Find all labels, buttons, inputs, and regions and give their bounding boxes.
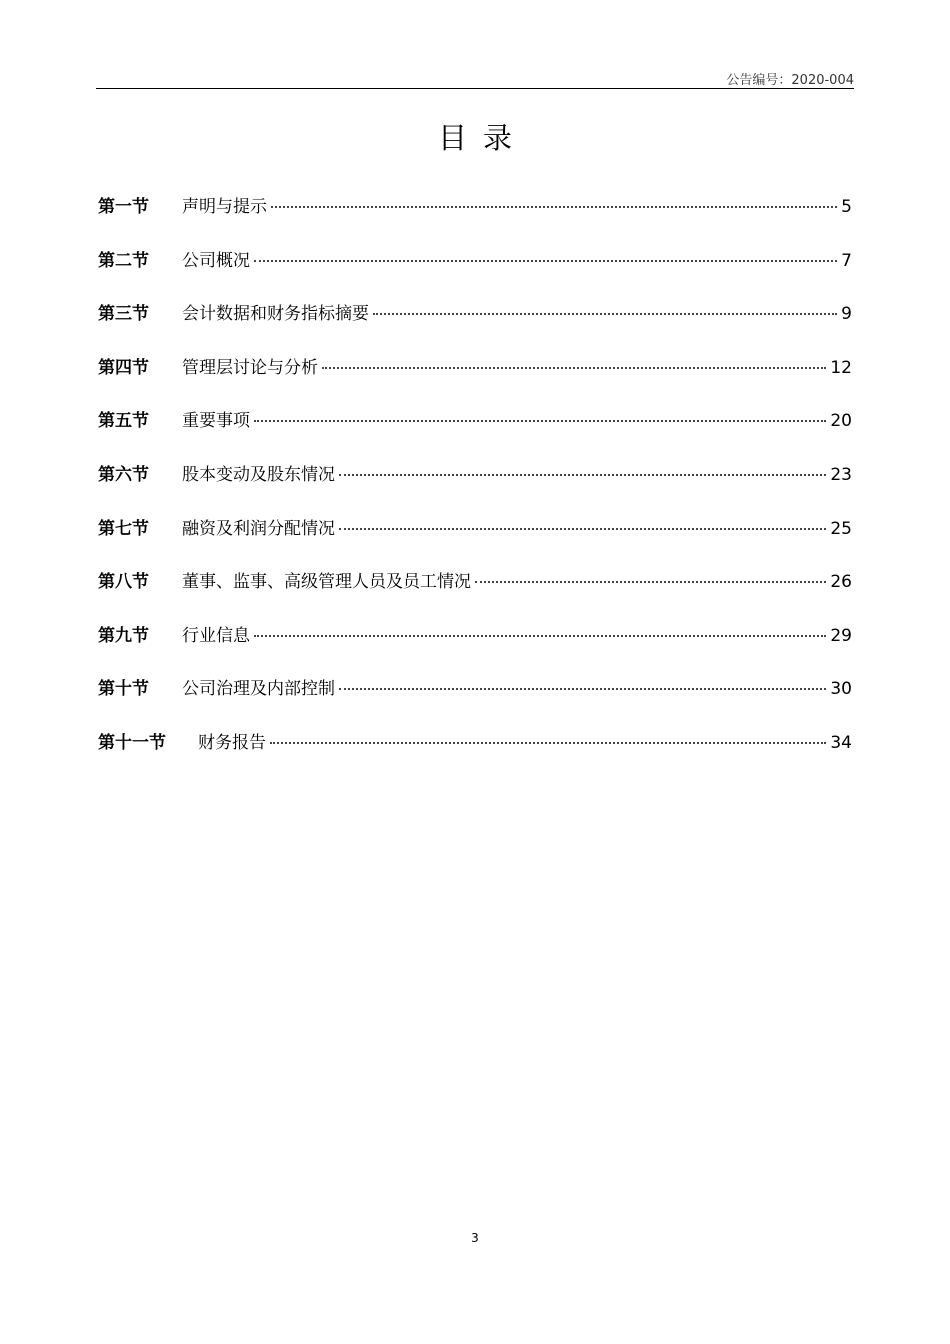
toc-page-number: 25 — [830, 518, 852, 539]
toc-page-number: 34 — [830, 732, 852, 753]
toc-dot-leader — [339, 527, 826, 530]
toc-page-number: 23 — [830, 464, 852, 485]
toc-dot-leader — [254, 634, 826, 637]
toc-entry-title: 财务报告 — [198, 732, 266, 753]
toc-entry-title: 行业信息 — [182, 625, 250, 646]
table-of-contents — [98, 190, 852, 780]
toc-section-number: 第九节 — [98, 625, 149, 646]
toc-entry-10[interactable] — [98, 672, 852, 726]
toc-entry-1[interactable] — [98, 190, 852, 244]
toc-entry-title: 重要事项 — [182, 411, 250, 432]
toc-entry-6[interactable] — [98, 458, 852, 512]
toc-section-number: 第七节 — [98, 518, 149, 539]
toc-entry-7[interactable] — [98, 512, 852, 566]
toc-dot-leader — [254, 259, 837, 262]
toc-entry-title: 管理层讨论与分析 — [182, 357, 318, 378]
page-title: 目录 — [437, 121, 528, 155]
toc-page-number: 7 — [841, 250, 852, 271]
toc-dot-leader — [373, 312, 837, 315]
toc-entry-5[interactable] — [98, 404, 852, 458]
page-footer-number: 3 — [471, 1231, 479, 1245]
toc-section-number: 第三节 — [98, 304, 149, 325]
toc-page-number: 9 — [841, 304, 852, 325]
toc-page-number: 5 — [841, 197, 852, 217]
toc-section-number: 第二节 — [98, 250, 149, 271]
toc-dot-leader — [271, 205, 837, 208]
toc-entry-2[interactable] — [98, 244, 852, 298]
toc-entry-title: 融资及利润分配情况 — [182, 518, 335, 539]
toc-section-number: 第四节 — [98, 357, 149, 378]
toc-section-number: 第十一节 — [98, 732, 166, 753]
toc-page-number: 20 — [830, 411, 852, 432]
toc-page-number: 26 — [830, 572, 852, 593]
toc-section-number: 第十节 — [98, 679, 149, 700]
toc-dot-leader — [339, 687, 826, 690]
toc-entry-title: 董事、监事、高级管理人员及员工情况 — [182, 572, 471, 593]
toc-section-number: 第五节 — [98, 411, 149, 432]
toc-dot-leader — [270, 741, 826, 744]
toc-page-number: 29 — [830, 625, 852, 646]
toc-entry-title: 公司概况 — [182, 250, 250, 271]
toc-entry-4[interactable] — [98, 351, 852, 405]
toc-page-number: 12 — [830, 357, 852, 378]
toc-entry-title: 股本变动及股东情况 — [182, 464, 335, 485]
header-divider — [96, 88, 854, 89]
toc-dot-leader — [339, 473, 826, 476]
toc-page-number: 30 — [830, 679, 852, 700]
toc-section-number: 第一节 — [98, 197, 149, 217]
toc-dot-leader — [254, 419, 826, 422]
toc-entry-9[interactable] — [98, 619, 852, 673]
toc-entry-11[interactable] — [98, 726, 852, 780]
toc-entry-title: 声明与提示 — [182, 197, 267, 217]
toc-entry-title: 公司治理及内部控制 — [182, 679, 335, 700]
toc-dot-leader — [475, 580, 826, 583]
toc-section-number: 第八节 — [98, 572, 149, 593]
toc-entry-3[interactable] — [98, 297, 852, 351]
toc-section-number: 第六节 — [98, 464, 149, 485]
announcement-number: 公告编号：2020-004 — [726, 73, 854, 88]
toc-entry-title: 会计数据和财务指标摘要 — [182, 304, 369, 325]
toc-entry-8[interactable] — [98, 565, 852, 619]
toc-dot-leader — [322, 366, 826, 369]
